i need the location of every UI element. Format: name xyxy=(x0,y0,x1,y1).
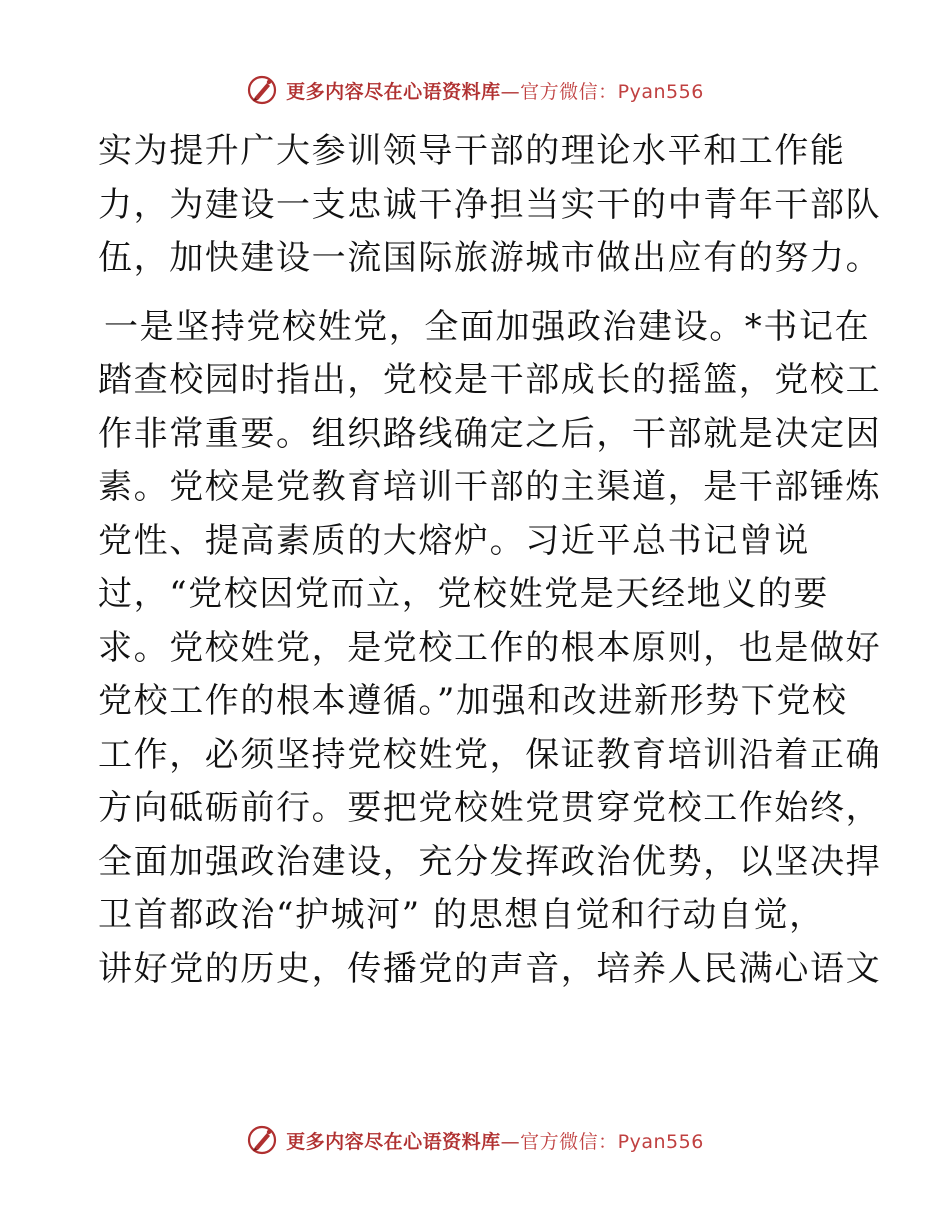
pen-in-circle-logo-icon xyxy=(246,1124,278,1156)
text-line: 工作，必须坚持党校姓党，保证教育培训沿着正确 xyxy=(98,734,882,775)
text-line: 踏查校园时指出，党校是干部成长的摇篮，党校工 xyxy=(98,360,882,400)
document-body xyxy=(98,125,882,996)
paragraph-gap xyxy=(98,286,858,301)
paragraph-2 xyxy=(98,301,882,997)
text-line: 方向砥砺前行。要把党校姓党贯穿党校工作始终， xyxy=(98,788,882,828)
text-line: 力，为建设一支忠诚干净担当实干的中青年干部队 xyxy=(98,184,882,225)
watermark-lead: 更多内容尽在心语资料库 xyxy=(286,80,501,103)
text-line: 伍，加快建设一流国际旅游城市做出应有的努力。 xyxy=(98,238,882,278)
pen-in-circle-logo-icon xyxy=(246,74,278,106)
text-line: 党校工作的根本遵循。”加强和改进新形势下党校 xyxy=(98,681,848,721)
header-watermark xyxy=(0,70,950,110)
paragraph-1 xyxy=(98,125,882,286)
text-line: 素。党校是党教育培训干部的主渠道，是干部锤炼 xyxy=(98,467,882,507)
watermark-account: 官方微信：Pyan556 xyxy=(520,80,704,103)
text-line: 作非常重要。组织路线确定之后，干部就是决定因 xyxy=(98,413,882,454)
text-line: 全面加强政治建设，充分发挥政治优势，以坚决捍 xyxy=(98,841,882,882)
footer-watermark xyxy=(0,1120,950,1160)
watermark-dash: — xyxy=(500,80,521,103)
text-line: 过，“党校因党而立，党校姓党是天经地义的要 xyxy=(98,574,829,614)
text-line: 一是坚持党校姓党，全面加强政治建设。*书记在 xyxy=(104,306,871,347)
text-line: 讲好党的历史，传播党的声音，培养人民满心语文 xyxy=(98,948,882,989)
watermark-account: 官方微信：Pyan556 xyxy=(520,1130,704,1153)
text-line: 求。党校姓党，是党校工作的根本原则，也是做好 xyxy=(98,627,882,668)
text-line: 卫首都政治“护城河” 的思想自觉和行动自觉， xyxy=(98,895,825,935)
watermark-lead: 更多内容尽在心语资料库 xyxy=(286,1130,501,1153)
watermark-dash: — xyxy=(500,1130,521,1153)
text-line: 党性、提高素质的大熔炉。习近平总书记曾说 xyxy=(98,520,810,561)
text-line: 实为提升广大参训领导干部的理论水平和工作能 xyxy=(98,131,846,171)
